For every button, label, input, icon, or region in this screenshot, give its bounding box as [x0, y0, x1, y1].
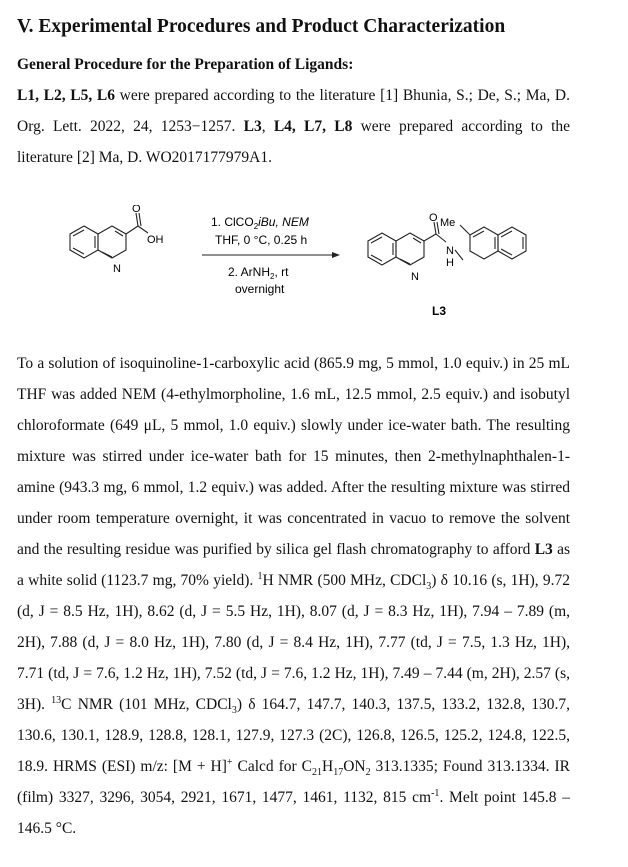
product-atom-n: N — [446, 245, 454, 257]
product-atom-h: H — [446, 257, 454, 269]
reagents-line-1: 1. ClCO$_2$iBu, NEM — [211, 215, 309, 231]
hrms-calcd: Calcd for C — [232, 758, 312, 775]
section-title: V. Experimental Procedures and Product Characterization — [17, 16, 506, 37]
cnmr-data: C NMR (101 MHz, CDCl — [61, 696, 232, 713]
reagents-line-4: overnight — [235, 282, 285, 296]
intro-paragraph: L1, L2, L5, L6 were prepared according to the literature [1] Bhunia, S.; De, S.; Ma, D. Org. Lett. 2022, 24, 1253−1257. L3, L4, L7, L8 were prepared according to the literature [2] Ma, D. WO2017177979A1. — [17, 87, 571, 166]
reagents-line-3: 2. ArNH$_2$, rt — [228, 265, 289, 281]
ligand-l3: L3 — [243, 118, 262, 135]
procedure-paragraph: To a solution of isoquinoline-1-carboxylic acid (865.9 mg, 5 mmol, 1.0 equiv.) in 25 mL THF was added NEM (4-ethylmorpholine, 1.6 mL, 12.5 mmol, 2.5 equiv.) and isobutyl chloroformate (649 μL, 5 mmol, 1.0 equiv.) slowly under ice-water bath. The resulting mixture was stirred under ice-water bath for 15 minutes, then 2-methylnaphthalen-1-amine (943.3 mg, 6 mmol, 1.2 equiv.) was added. After the resulting mixture was stirred under room temperature overnight, it was concentrated in vacuo to remove the solvent and the resulting residue was purified by silica gel flash chromatography to afford L3 as a white solid (1123.7 mg, 70% yield). $^1$H NMR (500 MHz, CDCl$_3$) δ 10.16 (s, 1H), 9.72 (d, J = 8.5 Hz, 1H), 8.62 (d, J = 5.5 Hz, 1H), 8.07 (d, J = 8.3 Hz, 1H), 7.94 – 7.89 (m, 2H), 7.88 (d, J = 8.0 Hz, 1H), 7.80 (d, J = 8.4 Hz, 1H), 7.77 (td, J = 7.5, 1.3 Hz, 1H), 7.71 (td, J = 7.6, 1.2 Hz, 1H), 7.52 (td, J = 7.6, 1.2 Hz, 1H), 7.49 – 7.44 (m, 2H), 2.57 (s, 3H). $^{13}$C NMR (101 MHz, CDCl$_3$) δ 164.7, 147.7, 140.3, 137.5, 133.2, 132.8, 130.7, 130.6, 130.1, 128.9, 128.8, 128.1, 127.9, 127.3 (2C), 126.8, 126.5, 125.2, 124.8, 122.5, 18.9. HRMS (ESI) m/z: [M + H]+ Calcd for $C_{21}H_{17}ON_2$ 313.1335; Found 313.1334. IR (film) 3327, 3296, 3054, 2921, 1671, 1477, 1461, 1132, 815 $cm^{-1}$. Melt point 145.8 – 146.5 °C. — [17, 355, 571, 837]
product-name: L3 — [534, 541, 553, 558]
reagents-line-2: THF, 0 °C, 0.25 h — [215, 233, 308, 247]
product-atom-o: O — [429, 212, 438, 224]
hrms-ir-data: 313.1335; Found 313.1334. IR (film) 3327, 3296, 3054, 2921, 1671, 1477, 1461, 1132, 815 cm — [17, 758, 570, 806]
yield-text: as a white solid (1123.7 mg, 70% yield). — [17, 541, 570, 589]
reaction-arrowhead — [332, 252, 340, 258]
procedure-text: To a solution of isoquinoline-1-carboxylic acid (865.9 mg, 5 mmol, 1.0 equiv.) in 25 mL THF was added NEM (4-ethylmorpholine, 1.6 mL, 12.5 mmol, 2.5 equiv.) and isobutyl chloroformate (649 μL, 5 mmol, 1.0 equiv.) slowly under ice-water bath. The resulting mixture was stirred under ice-water bath for 15 minutes, then 2-methylnaphthalen-1-amine (943.3 mg, 6 mmol, 1.2 equiv.) was added. After the resulting mixture was stirred under room temperature overnight, it was concentrated in vacuo to remove the solvent and the resulting residue was purified by silica gel flash chromatography to afford — [17, 355, 570, 558]
ligands-group-b: L4, L7, L8 — [273, 118, 353, 135]
sm-atom-n: N — [113, 263, 121, 275]
product-label: L3 — [432, 304, 447, 318]
sm-atom-o: O — [132, 205, 141, 215]
starting-material-structure — [70, 213, 148, 258]
sm-atom-oh: OH — [147, 234, 164, 246]
melting-point: . Melt point 145.8 – 146.5 °C. — [17, 789, 571, 837]
ligands-group-a: L1, L2, L5, L6 — [17, 87, 115, 104]
subheading: General Procedure for the Preparation of Ligands: — [17, 56, 354, 73]
product-atom-n-ring: N — [411, 271, 419, 283]
hnmr-data: ) δ 10.16 (s, 1H), 9.72 (d, J = 8.5 Hz, 1H), 8.62 (d, J = 5.5 Hz, 1H), 8.07 (d, J = 8.3 Hz, 1H), 7.94 – 7.89 (m, 2H), 7.88 (d, J = 8.0 Hz, 1H), 7.80 (d, J = 8.4 Hz, 1H), 7.77 (td, J = 7.5, 1.3 Hz, 1H), 7.71 (td, J = 7.6, 1.2 Hz, 1H), 7.52 (td, J = 7.6, 1.2 Hz, 1H), 7.49 – 7.44 (m, 2H), 2.57 (s, 3H). — [17, 572, 571, 713]
reaction-scheme — [0, 205, 628, 330]
reference-1-text: were prepared according to the literature [1] Bhunia, S.; De, S.; Ma, D. Org. Lett. 2022, 24, 1253−1257. — [17, 87, 570, 135]
reference-2-text: were prepared according to the literature [2] Ma, D. WO2017177979A1. — [17, 118, 571, 166]
product-atom-me: Me — [440, 217, 456, 229]
hnmr-header: H NMR (500 MHz, CDCl — [262, 572, 427, 589]
